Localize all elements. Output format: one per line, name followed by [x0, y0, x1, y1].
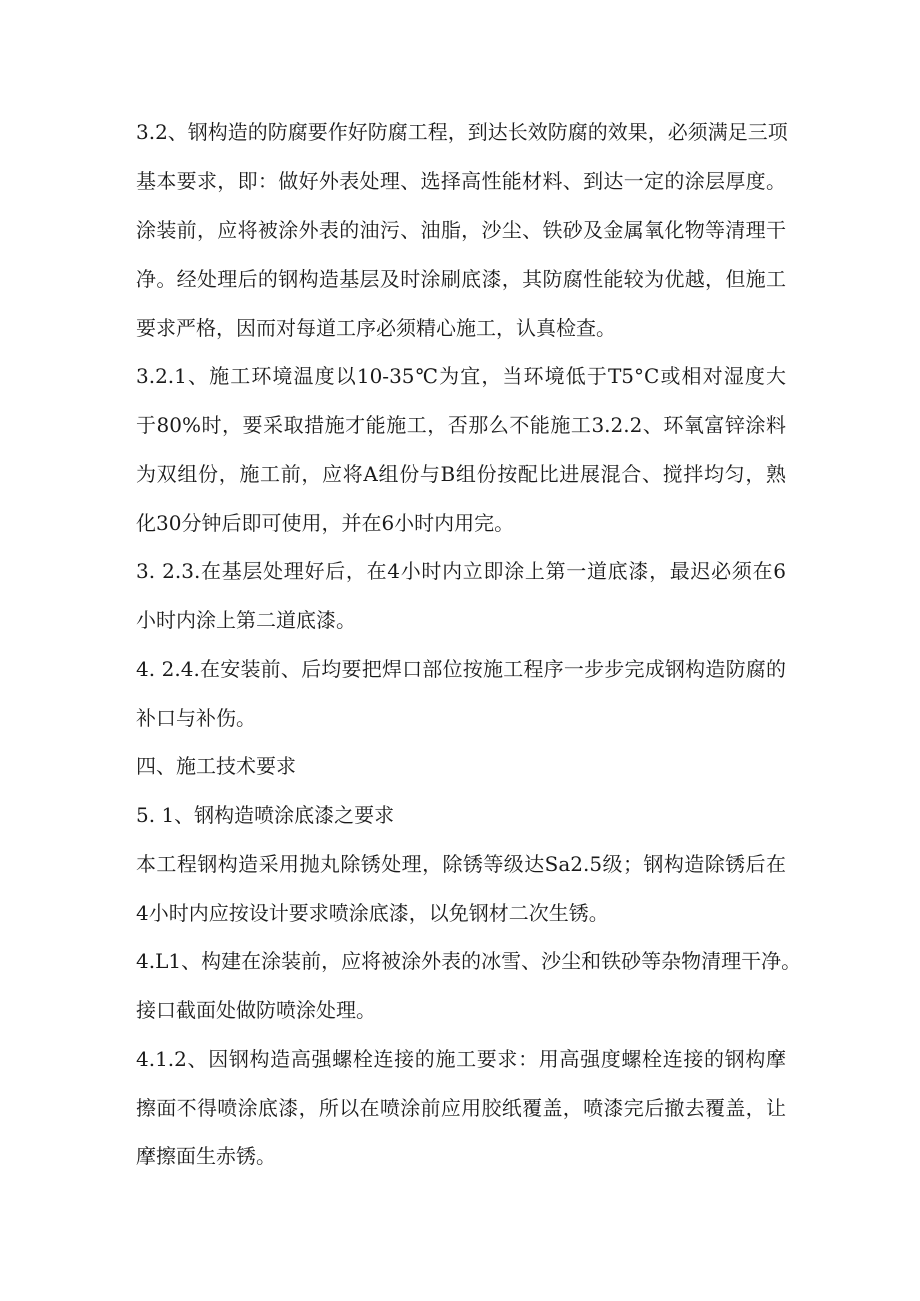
text-line: 3.2、钢构造的防腐要作好防腐工程，到达长效防腐的效果，必须满足三项 — [136, 120, 788, 144]
text-line: 3. 2.3.在基层处理好后，在4小时内立即涂上第一道底漆，最迟必须在6 — [136, 559, 786, 583]
text-line: 4小时内应按设计要求喷涂底漆，以免钢材二次生锈。 — [136, 901, 609, 925]
text-line: 化30分钟后即可使用，并在6小时内用完。 — [136, 511, 515, 535]
text-line: 为双组份，施工前，应将A组份与B组份按配比进展混合、搅拌均匀，熟 — [136, 462, 786, 486]
text-line: 接口截面处做防喷涂处理。 — [136, 998, 376, 1022]
text-line: 要求严格，因而对每道工序必须精心施工，认真检查。 — [136, 316, 616, 340]
text-line: 摩擦面生赤锈。 — [136, 1144, 276, 1168]
section-heading: 四、施工技术要求 — [136, 754, 296, 778]
text-line: 4.L1、构建在涂装前，应将被涂外表的冰雪、沙尘和铁砂等杂物清理干净。 — [136, 949, 802, 973]
text-line: 4. 2.4.在安装前、后均要把焊口部位按施工程序一步步完成钢构造防腐的 — [136, 657, 786, 681]
text-line: 本工程钢构造采用抛丸除锈处理，除锈等级达Sa2.5级；钢构造除锈后在 — [136, 852, 786, 876]
text-line: 4.1.2、因钢构造高强螺栓连接的施工要求：用高强度螺栓连接的钢构摩 — [136, 1047, 786, 1071]
text-line: 擦面不得喷涂底漆，所以在喷涂前应用胶纸覆盖，喷漆完后撤去覆盖，让 — [136, 1096, 786, 1120]
subsection-heading: 5. 1、钢构造喷涂底漆之要求 — [136, 803, 395, 827]
text-line: 涂装前，应将被涂外表的油污、油脂，沙尘、铁砂及金属氧化物等清理干 — [136, 218, 786, 242]
text-line: 小时内涂上第二道底漆。 — [136, 608, 356, 632]
text-line: 补口与补伤。 — [136, 706, 256, 730]
text-line: 基本要求，即：做好外表处理、选择高性能材料、到达一定的涂层厚度。 — [136, 169, 786, 193]
text-line: 于80%时，要采取措施才能施工，否那么不能施工3.2.2、环氧富锌涂料 — [136, 413, 786, 437]
text-line: 3.2.1、施工环境温度以10-35℃为宜，当环境低于T5°C或相对湿度大 — [136, 364, 786, 388]
text-line: 净。经处理后的钢构造基层及时涂刷底漆，其防腐性能较为优越，但施工 — [136, 267, 786, 291]
